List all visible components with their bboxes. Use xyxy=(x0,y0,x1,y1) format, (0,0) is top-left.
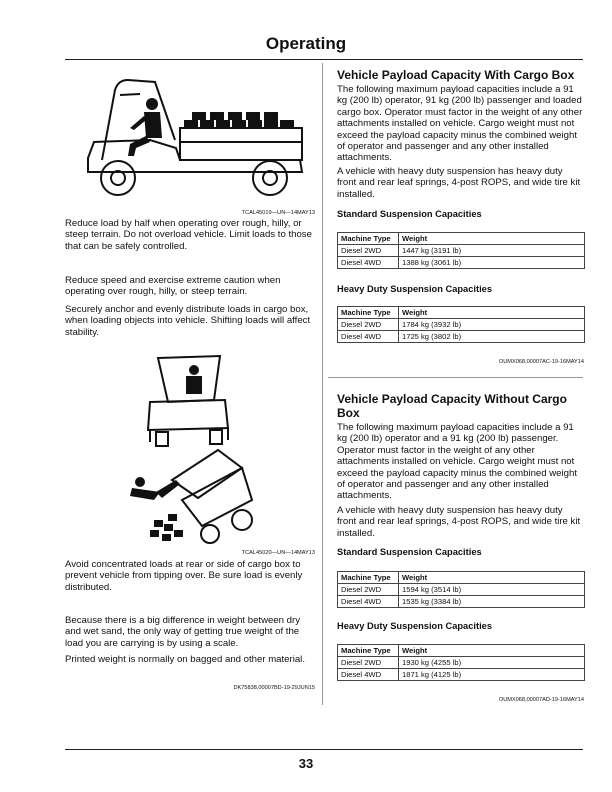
column-header: Machine Type xyxy=(338,572,399,584)
section-heading: Vehicle Payload Capacity With Cargo Box xyxy=(337,68,575,82)
paragraph: Avoid concentrated loads at rear or side of cargo box to prevent vehicle from tipping over. Be sure load is evenly distributed. xyxy=(65,559,303,593)
subheading: Heavy Duty Suspension Capacities xyxy=(337,284,493,294)
paragraph: Reduce load by half when operating over rough, hilly, or steep terrain. Do not overload vehicle. Limit loads to those that can be safely controlled. xyxy=(65,218,312,252)
paragraph: A vehicle with heavy duty suspension has heavy duty front and rear leaf springs, 4-post ROPS, and wide tire kit installed. xyxy=(337,166,581,200)
table-cell: Diesel 2WD xyxy=(338,657,399,669)
table-cell: 1871 kg (4125 lb) xyxy=(399,669,585,681)
table-cell: 1447 kg (3191 lb) xyxy=(399,245,585,257)
reference-code: OUMX068,00007AC-19-16MAY14 xyxy=(498,359,584,365)
reference-code: DK75838,00007BD-19-29JUN15 xyxy=(233,685,315,691)
table-cell: 1594 kg (3514 lb) xyxy=(399,584,585,596)
column-header: Weight xyxy=(399,233,585,245)
column-header: Machine Type xyxy=(338,233,399,245)
table-cell: Diesel 4WD xyxy=(338,669,399,681)
column-header: Weight xyxy=(399,307,585,319)
table-row xyxy=(338,584,585,596)
table-row xyxy=(338,596,585,608)
column-header: Weight xyxy=(399,572,585,584)
page-title: Operating xyxy=(265,34,347,53)
page-number: 33 xyxy=(298,756,314,771)
table-row xyxy=(338,657,585,669)
paragraph: Because there is a big difference in weight between dry and wet sand, the only way of getting true weight of the load you are carrying is by using a scale. xyxy=(65,615,301,649)
table-cell: Diesel 4WD xyxy=(338,331,399,343)
column-divider xyxy=(322,63,323,705)
subheading: Standard Suspension Capacities xyxy=(337,547,482,557)
table-header-row xyxy=(338,233,585,245)
table-header-row xyxy=(338,307,585,319)
table-row xyxy=(338,245,585,257)
capacity-table xyxy=(337,306,585,343)
table-cell: 1388 kg (3061 lb) xyxy=(399,257,585,269)
table-cell: Diesel 2WD xyxy=(338,245,399,257)
capacity-table xyxy=(337,644,585,681)
paragraph: Reduce speed and exercise extreme caution when operating over rough, hilly, or steep terrain. xyxy=(65,275,281,298)
capacity-table xyxy=(337,571,585,608)
subheading: Heavy Duty Suspension Capacities xyxy=(337,621,493,631)
table-row xyxy=(338,669,585,681)
figure-caption: TCAL45020—UN—14MAY13 xyxy=(241,550,315,556)
section-divider xyxy=(328,377,583,378)
capacity-table xyxy=(337,232,585,269)
table-cell: 1725 kg (3802 lb) xyxy=(399,331,585,343)
table-header-row xyxy=(338,572,585,584)
table-cell: Diesel 4WD xyxy=(338,596,399,608)
column-header: Machine Type xyxy=(338,645,399,657)
paragraph: Securely anchor and evenly distribute loads in cargo box, when loading objects into vehicle. Shifting loads will affect stability. xyxy=(65,304,311,338)
paragraph: Printed weight is normally on bagged and other material. xyxy=(65,654,305,665)
column-header: Weight xyxy=(399,645,585,657)
header-rule xyxy=(65,59,583,60)
table-cell: 1535 kg (3384 lb) xyxy=(399,596,585,608)
table-row xyxy=(338,257,585,269)
footer-rule xyxy=(65,749,583,750)
reference-code: OUMX068,00007AD-19-16MAY14 xyxy=(498,697,584,703)
table-row xyxy=(338,319,585,331)
figure-caption: TCAL45019—UN—14MAY13 xyxy=(241,210,315,216)
subheading: Standard Suspension Capacities xyxy=(337,209,482,219)
vehicle-loaded-illustration xyxy=(80,70,315,200)
column-header: Machine Type xyxy=(338,307,399,319)
table-cell: Diesel 2WD xyxy=(338,584,399,596)
table-cell: 1784 kg (3932 lb) xyxy=(399,319,585,331)
vehicle-tipping-illustration xyxy=(110,350,310,550)
table-row xyxy=(338,331,585,343)
paragraph: The following maximum payload capacities include a 91 kg (200 lb) operator and a 91 kg (200 lb) passenger. Operator must factor in the weight of any other attachments installed on vehicle. Cargo weight must not exceed the payload capacity minus the combined weight of operator and passenger and any other installed attachments. xyxy=(337,422,577,502)
table-cell: Diesel 4WD xyxy=(338,257,399,269)
table-header-row xyxy=(338,645,585,657)
table-cell: 1930 kg (4255 lb) xyxy=(399,657,585,669)
paragraph: A vehicle with heavy duty suspension has heavy duty front and rear leaf springs, 4-post ROPS, and wide tire kit installed. xyxy=(337,505,581,539)
table-cell: Diesel 2WD xyxy=(338,319,399,331)
paragraph: The following maximum payload capacities include a 91 kg (200 lb) operator, 91 kg (200 lb) passenger and loaded cargo box. Operator must factor in the weight of any other attachments installed on vehicle. Cargo weight must not exceed the payload capacity minus the combined weight of operator and passenger and any other installed attachments. xyxy=(337,84,583,164)
section-heading: Vehicle Payload Capacity Without Cargo Box xyxy=(337,392,567,420)
